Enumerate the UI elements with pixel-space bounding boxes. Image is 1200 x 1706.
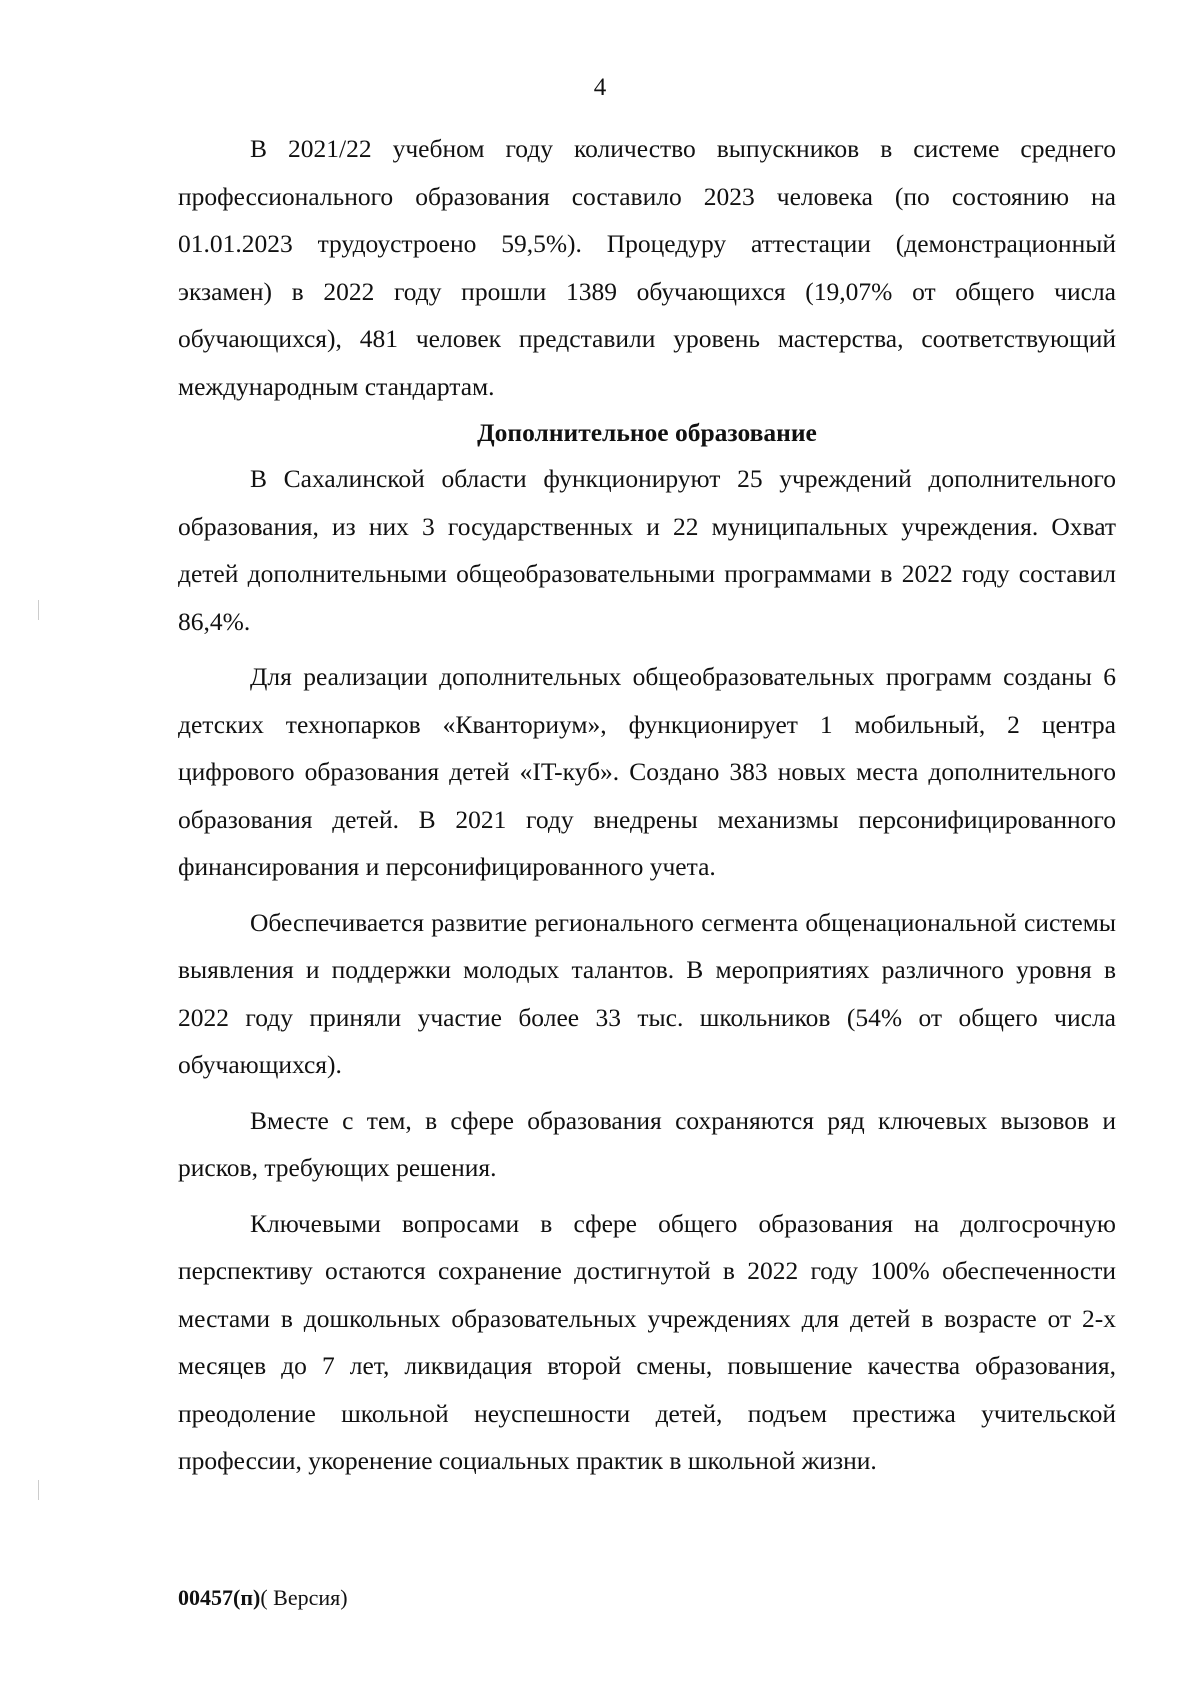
paragraph-challenges: Вместе с тем, в сфере образования сохраняются ряд ключевых вызовов и рисков, требующих решения. xyxy=(178,1105,1116,1182)
section-heading-additional-education: Дополнительное образование xyxy=(477,418,817,447)
document-body xyxy=(178,125,1116,1485)
document-code: 00457(п) xyxy=(178,1585,261,1610)
document-footer xyxy=(178,1585,348,1611)
margin-mark-top xyxy=(38,600,39,620)
paragraph-key-issues: Ключевыми вопросами в сфере общего образования на долгосрочную перспективу остаются сохранение достигнутой в 2022 году 100% обеспеченности местами в дошкольных образовательных учреждениях для детей в возрасте от 2-х месяцев до 7 лет, ликвидация второй смены, повышение качества образования, преодоление школьной неуспешности детей, подъем престижа учительской профессии, укоренение социальных практик в школьной жизни. xyxy=(178,1208,1116,1475)
paragraph-talents: Обеспечивается развитие регионального сегмента общенациональной системы выявления и поддержки молодых талантов. В мероприятиях различного уровня в 2022 году приняли участие более 33 тыс. школьников (54% от общего числа обучающихся). xyxy=(178,907,1116,1079)
margin-mark-bottom xyxy=(38,1480,39,1500)
paragraph-institutions: В Сахалинской области функционируют 25 учреждений дополнительного образования, из них 3 государственных и 22 муниципальных учреждения. Охват детей дополнительными общеобразовательными программами в 2022 году составил 86,4%. xyxy=(178,464,1116,636)
paragraph-vocational-graduates: В 2021/22 учебном году количество выпускников в системе среднего профессионального образования составило 2023 человека (по состоянию на 01.01.2023 трудоустроено 59,5%). Процедуру аттестации (демонстрационный экзамен) в 2022 году прошли 1389 обучающихся (19,07% от общего числа обучающихся), 481 человек представили уровень мастерства, соответствующий международным стандартам. xyxy=(178,134,1116,401)
page-number: 4 xyxy=(593,74,607,101)
document-version: ( Версия) xyxy=(260,1585,348,1610)
paragraph-technoparks: Для реализации дополнительных общеобразовательных программ созданы 6 детских технопарков «Кванториум», функционирует 1 мобильный, 2 центра цифрового образования детей «IT-куб». Создано 383 новых места дополнительного образования детей. В 2021 году внедрены механизмы персонифицированного финансирования и персонифицированного учета. xyxy=(178,662,1116,881)
